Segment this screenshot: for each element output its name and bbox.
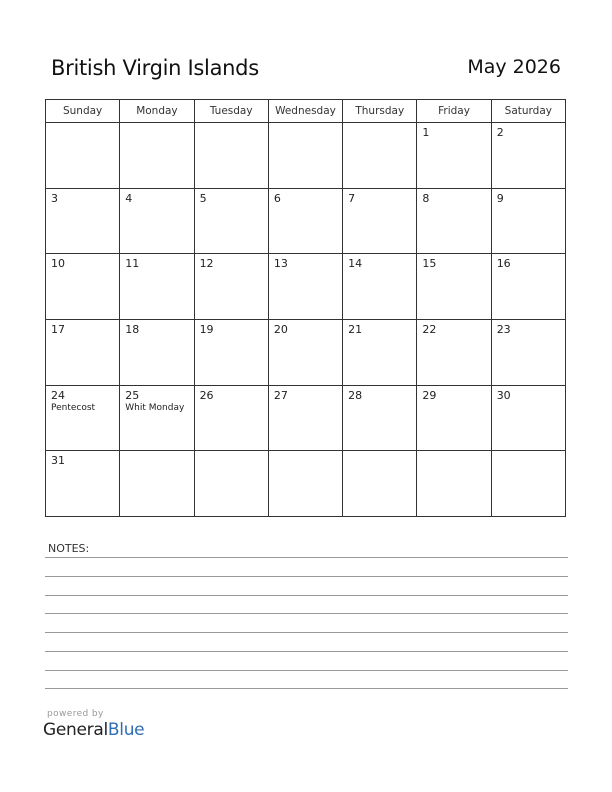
week-row	[46, 385, 566, 451]
weekday-header: Thursday	[343, 100, 417, 123]
day-number: 16	[496, 257, 511, 271]
day-cell[interactable]	[268, 123, 342, 189]
country-title: British Virgin Islands	[51, 56, 259, 80]
day-number: 20	[273, 322, 288, 336]
day-number: 14	[348, 257, 363, 271]
day-number: 3	[51, 191, 58, 205]
day-number: 21	[348, 322, 363, 336]
day-cell[interactable]	[491, 319, 565, 385]
day-cell[interactable]	[46, 123, 120, 189]
notes-line	[45, 613, 568, 614]
day-cell[interactable]	[491, 254, 565, 320]
generalblue-logo[interactable]	[43, 720, 144, 740]
notes-line	[45, 632, 568, 633]
day-cell[interactable]	[46, 188, 120, 254]
day-number: 5	[199, 191, 207, 205]
day-number: 1	[422, 126, 430, 139]
day-number: 28	[348, 388, 363, 402]
day-cell[interactable]	[268, 451, 342, 517]
day-number: 29	[422, 388, 437, 402]
holiday-label: Pentecost	[51, 402, 96, 413]
day-number: 2	[496, 126, 504, 139]
day-cell[interactable]	[46, 254, 120, 320]
day-number: 8	[422, 191, 430, 205]
day-cell[interactable]	[343, 451, 417, 517]
notes-label: NOTES:	[48, 542, 90, 555]
day-cell[interactable]	[268, 188, 342, 254]
day-number: 4	[125, 191, 133, 205]
week-row	[46, 254, 566, 320]
day-number: 25	[125, 388, 140, 402]
day-cell[interactable]	[46, 451, 120, 517]
weekday-header: Friday	[417, 100, 491, 123]
day-cell[interactable]	[417, 123, 491, 189]
weekday-header-row	[46, 100, 566, 123]
day-number: 19	[199, 322, 214, 336]
logo-blue: Blue	[107, 720, 145, 740]
day-cell[interactable]	[417, 385, 491, 451]
day-cell[interactable]	[268, 319, 342, 385]
notes-line	[45, 576, 568, 577]
day-cell[interactable]	[46, 385, 120, 451]
weekday-header: Tuesday	[194, 100, 268, 123]
month-year-title: May 2026	[467, 56, 561, 78]
day-cell[interactable]	[491, 123, 565, 189]
day-cell[interactable]	[120, 319, 194, 385]
day-cell[interactable]	[120, 385, 194, 451]
day-cell[interactable]	[343, 188, 417, 254]
week-row	[46, 319, 566, 385]
day-number: 7	[348, 191, 356, 205]
day-number: 22	[422, 322, 437, 336]
week-row	[46, 188, 566, 254]
day-number: 6	[273, 191, 281, 205]
logo-general: General	[43, 720, 108, 740]
weekday-header: Sunday	[46, 100, 120, 123]
day-number: 11	[125, 257, 140, 271]
day-number: 27	[273, 388, 288, 402]
holiday-label: Whit Monday	[125, 402, 185, 413]
day-number: 23	[496, 322, 511, 336]
notes-line	[45, 670, 568, 671]
day-cell[interactable]	[268, 254, 342, 320]
day-number: 9	[496, 191, 504, 205]
day-cell[interactable]	[417, 451, 491, 517]
day-number: 12	[199, 257, 214, 271]
day-number: 10	[51, 257, 65, 271]
day-cell[interactable]	[194, 451, 268, 517]
day-cell[interactable]	[194, 254, 268, 320]
notes-line	[45, 651, 568, 652]
weekday-header: Saturday	[491, 100, 565, 123]
week-row	[46, 451, 566, 517]
day-cell[interactable]	[417, 319, 491, 385]
day-cell[interactable]	[194, 385, 268, 451]
day-cell[interactable]	[194, 123, 268, 189]
day-number: 31	[51, 454, 65, 468]
calendar-grid	[45, 99, 566, 517]
powered-by-text: powered by	[47, 709, 104, 719]
day-cell[interactable]	[491, 451, 565, 517]
weekday-header: Wednesday	[268, 100, 342, 123]
day-number: 30	[496, 388, 511, 402]
day-number: 18	[125, 322, 140, 336]
notes-line	[45, 595, 568, 596]
day-cell[interactable]	[194, 188, 268, 254]
day-cell[interactable]	[194, 319, 268, 385]
week-row	[46, 123, 566, 189]
day-cell[interactable]	[343, 319, 417, 385]
notes-line	[45, 557, 568, 558]
day-cell[interactable]	[120, 188, 194, 254]
day-cell[interactable]	[120, 451, 194, 517]
day-cell[interactable]	[120, 123, 194, 189]
day-cell[interactable]	[46, 319, 120, 385]
day-number: 13	[273, 257, 288, 271]
day-cell[interactable]	[343, 123, 417, 189]
day-cell[interactable]	[120, 254, 194, 320]
notes-line	[45, 688, 568, 689]
day-cell[interactable]	[417, 254, 491, 320]
day-number: 26	[199, 388, 214, 402]
day-cell[interactable]	[491, 188, 565, 254]
day-cell[interactable]	[491, 385, 565, 451]
day-number: 15	[422, 257, 437, 271]
day-cell[interactable]	[343, 254, 417, 320]
day-cell[interactable]	[343, 385, 417, 451]
weekday-header: Monday	[120, 100, 194, 123]
day-number: 24	[51, 388, 65, 402]
day-number: 17	[51, 322, 65, 336]
day-cell[interactable]	[268, 385, 342, 451]
day-cell[interactable]	[417, 188, 491, 254]
